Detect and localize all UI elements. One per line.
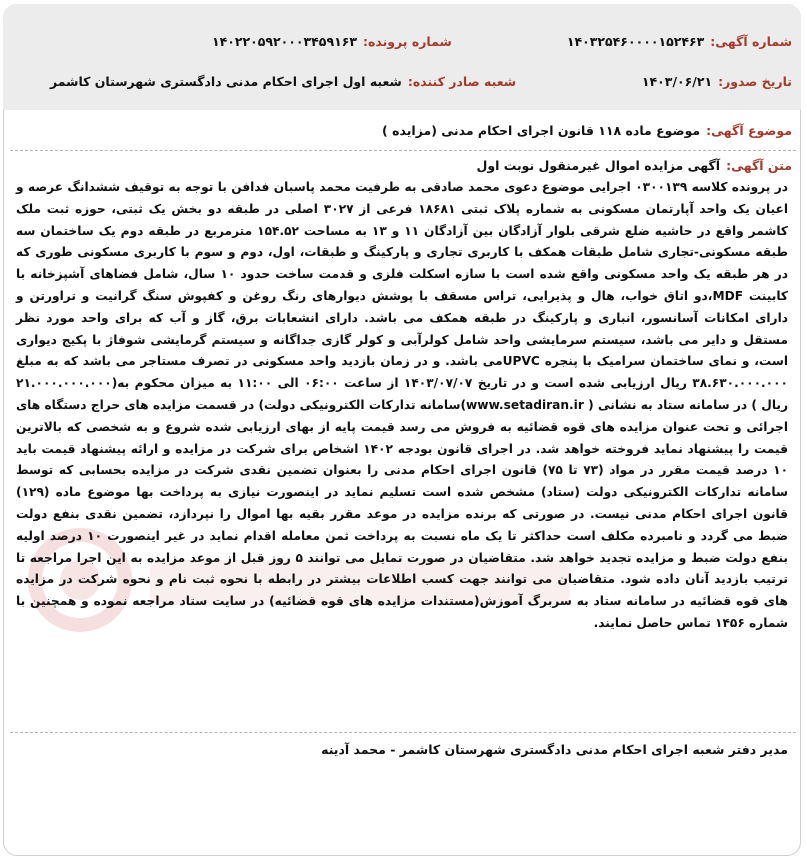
issuer: شعبه اول اجرای احکام مدنی دادگستری شهرستان کاشمر xyxy=(50,74,402,89)
text-title: آگهی مزایده اموال غیرمنقول نوبت اول xyxy=(476,158,721,173)
subject-label: موضوع آگهی: xyxy=(706,123,792,138)
case-number: ۱۴۰۲۲۰۵۹۲۰۰۰۳۴۵۹۱۶۳ xyxy=(212,34,357,49)
notice-number: ۱۴۰۳۲۵۴۶۰۰۰۰۱۵۲۴۶۳ xyxy=(566,34,705,49)
notice-number-row xyxy=(567,33,792,51)
issue-date-label: تاریخ صدور: xyxy=(718,74,792,89)
subject-row xyxy=(382,122,792,140)
case-number-row xyxy=(212,33,452,51)
text-title-row xyxy=(477,157,793,175)
subject-divider xyxy=(10,150,796,151)
body-divider xyxy=(10,732,796,733)
issuer-row xyxy=(50,73,516,91)
signature: مدیر دفتر شعبه اجرای احکام مدنی دادگستری شهرستان کاشمر - محمد آدینه xyxy=(321,742,788,757)
case-number-label: شماره پرونده: xyxy=(362,34,452,49)
subject-value: موضوع ماده ۱۱۸ قانون اجرای احکام مدنی (مزایده ) xyxy=(382,123,701,138)
header-area xyxy=(3,4,801,110)
issuer-label: شعبه صادر کننده: xyxy=(407,74,517,89)
issue-date: ۱۴۰۳/۰۶/۲۱ xyxy=(641,74,713,89)
issue-date-row xyxy=(642,73,792,91)
notice-body: در پرونده کلاسه ۰۳۰۰۱۳۹ اجرایی موضوع دعوی محمد صادقی به طرفیت محمد پاسبان فدافن با توجه به توقیف ششدانگ عرصه و اعیان یک واحد آپارتمان مسکونی به شماره پلاک ثبتی ۱۸۶۸۱ فرعی از ۳۰۲۷ اصلی در طبقه دو بخش یک ثبتی، حوزه ثبت ملک کاشمر واقع در حاشیه ضلع شرقی بلوار آزادگان بین آزادگان ۱۱ و ۱۳ به مساحت ۱۵۴.۵۲ مترمربع در طبقه دوم یک ساختمان سه طبقه مسکونی-تجاری شامل طبقات همکف با کاربری تجاری و پارکینگ و طبقات، اول، دوم و سوم با کاربری مسکونی طوری که در هر طبقه یک واحد مسکونی واقع شده است با سازه اسکلت فلزی و قدمت ساخت حدود ۱۰ سال، شامل فضاهای آشپزخانه با کابینت MDF،دو اتاق خواب، هال و پذیرایی، تراس مسقف با پوشش دیوارهای رنگ روغن و کفپوش سنگ گرانیت و تراورتن و دارای امکانات آسانسور، انباری و پارکینگ در طبقه همکف می باشد. دارای انشعابات برق، گاز و آب که برای واحد مورد نظر مستقل و دایر می باشد، سیستم سرمایشی واحد شامل کولرآبی و کولر گازی جداگانه و سیستم گرمایشی شوفاژ با پکیج دیواری است، و نمای ساختمان سرامیک با پنجره UPVCمی باشد. و در زمان بازدید واحد مسکونی در تصرف مستاجر می باشد که به مبلغ ۳۸.۶۳۰.۰۰۰.۰۰۰ ریال ارزیابی شده است و در تاریخ ۱۴۰۳/۰۷/۰۷ از ساعت ۰۶:۰۰ الی ۱۱:۰۰ به میزان محکوم به(۲۱.۰۰۰.۰۰۰.۰۰۰ ریال ) در سامانه ستاد به نشانی ( www.setadiran.ir)سامانه تدارکات الکترونیکی دولت) در قسمت مزایده های حراج دستگاه های اجرائی و تحت عنوان مزایده های قوه قضائیه به فروش می رسد قیمت پایه از بهای ارزیابی شده شروع و به شخصی که بالاترین قیمت را پیشنهاد نماید فروخته خواهد شد. در اجرای قانون بودجه ۱۴۰۲ اشخاص برای شرکت در مزایده و ارائه پیشنهاد قیمت باید ۱۰ درصد قیمت مقرر در مواد (۷۳ تا ۷۵) قانون اجرای احکام مدنی را بعنوان تضمین نقدی شرکت در مزایده بحسابی که توسط سامانه تدارکات الکترونیکی دولت (ستاد) مشخص شده است تسلیم نماید در اینصورت نیازی به پرداخت بها موضوع ماده (۱۲۹) قانون اجرای احکام مدنی نیست. در صورتی که برنده مزایده در موعد مقرر بقیه بها اموال را نپردازد، تضمین نقدی بنفع دولت ضبط می گردد و نامبرده مکلف است حداکثر تا یک ماه نسبت به پرداخت ثمن معامله اقدام نماید در غیر اینصورت ۱۰ درصد اولیه بنفع دولت ضبط و مزایده تجدید خواهد شد. متقاضیان در صورت تمایل می توانند ۵ روز قبل از موعد مزایده به این اجرا مراجعه تا ترتیب بازدید آنان داده شود. متقاضیان می توانند جهت کسب اطلاعات بیشتر در رابطه با نحوه ثبت نام و نحوه شرکت در مزایده های قوه قضائیه در سامانه ستاد به سربرگ آموزش(مستندات مزایده های قوه قضائیه) در سایت ستاد مراجعه نموده و همچنین با شماره ۱۴۵۶ تماس حاصل نمایند. xyxy=(16,180,789,630)
notice-number-label: شماره آگهی: xyxy=(710,34,792,49)
text-label: متن آگهی: xyxy=(726,158,792,173)
